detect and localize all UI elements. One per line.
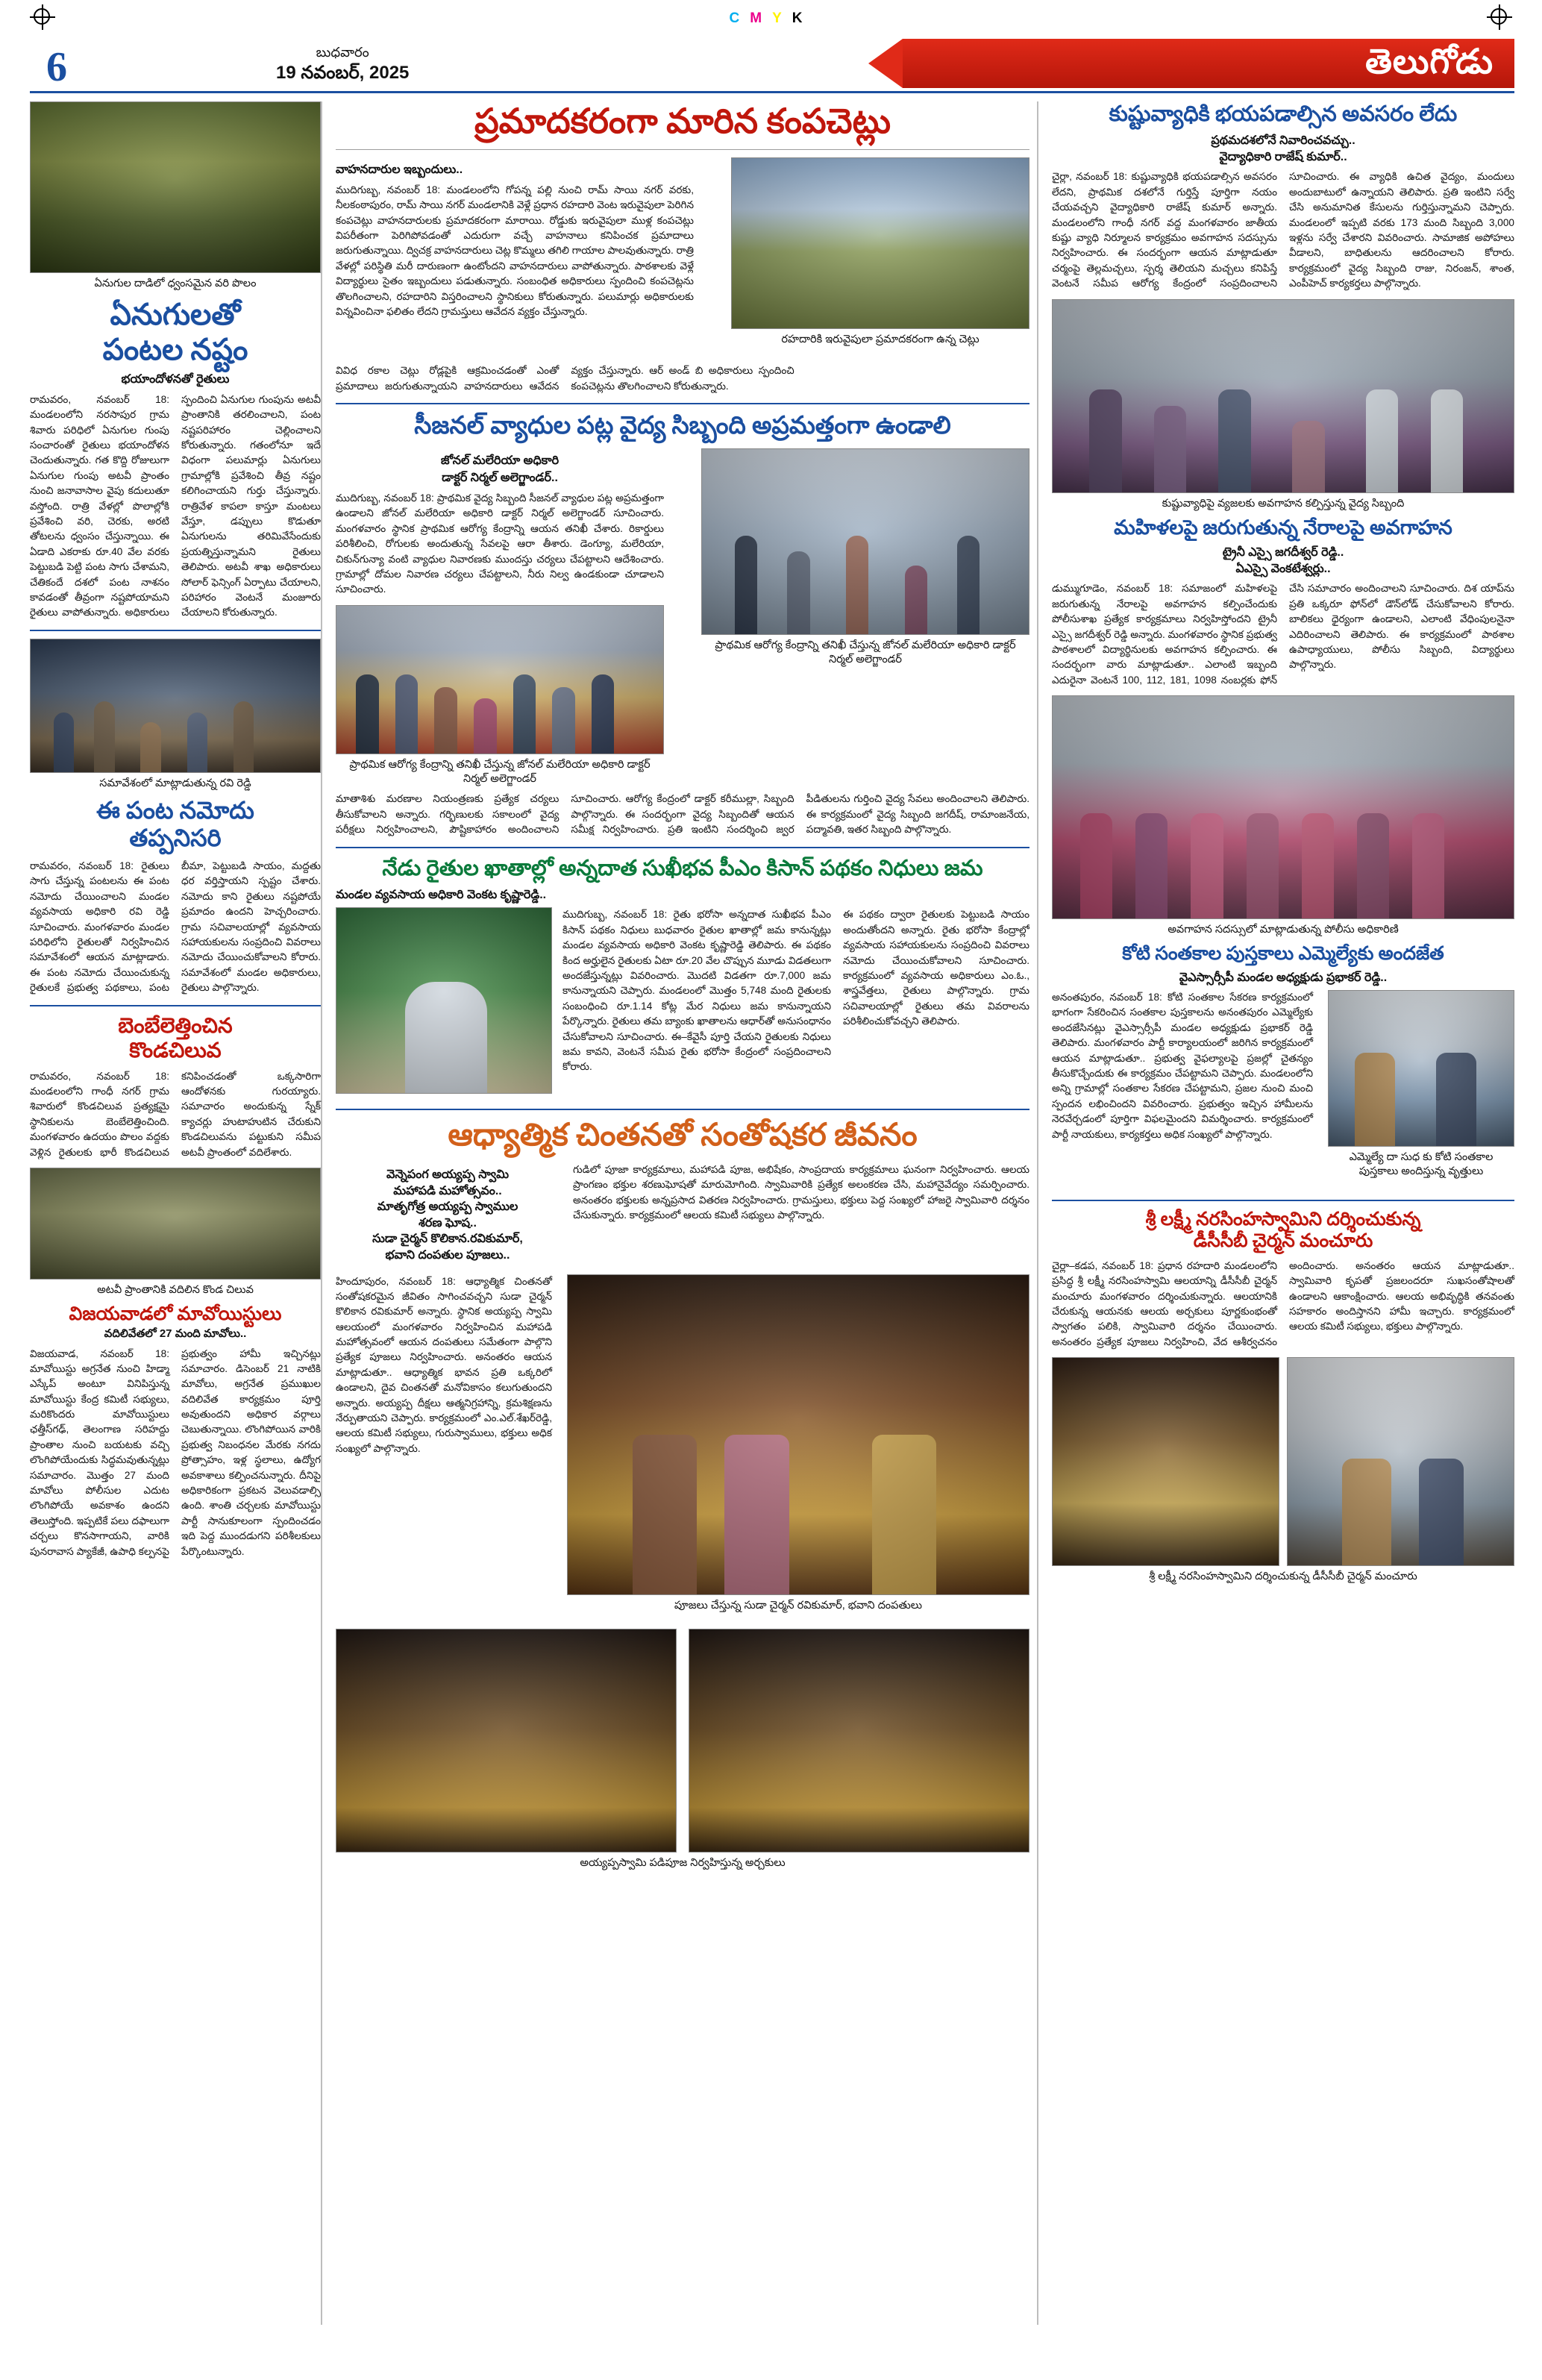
subhead-maoists: వదిలివేతలో 27 మంది మావోలు.. [104,1327,247,1341]
article-body-elephant: రామవరం, నవంబర్ 18: మండలంలోని నరసాపుర గ్రామ శివారు పరిధిలో ఏనుగుల గుంపు సంచారంతో రైతులు భయాందోళన చెందుతున్నారు. గత కొద్ది రోజులుగా ఏనుగుల గుంపు అటవీ ప్రాంతం నుంచి జనావాసాల వైపు కదులుతూ వస్తోంది. రాత్రి వేళల్లో పొలాల్లోకి ప్రవేశించి వరి, చెరకు, అరటి తోటలను ధ్వంసం చేస్తున్నాయి. ఈ ఏడాది ఎకరాకు రూ.40 వేల వరకు పెట్టుబడి పెట్టి పంట సాగు చేశామని, చేతికందే దశలో పంట నాశనం కావడంతో తీవ్రంగా నష్టపోయామని రైతులు వాపోతున్నారు. అధికారులు స్పందించి ఏనుగుల గుంపును అటవీ ప్రాంతానికి తరలించాలని, పంట నష్టపరిహారం చెల్లించాలని కోరుతున్నారు. గతంలోనూ ఇదే విధంగా పలుమార్లు ఏనుగులు గ్రామాల్లోకి ప్రవేశించి తీవ్ర నష్టం కలిగించాయని గుర్తు చేస్తున్నారు. రాత్రివేళ కాపలా కాస్తూ మంటలు వేస్తూ, డప్పులు కొడుతూ ఏనుగులను తరిమివేసేందుకు ప్రయత్నిస్తున్నామని రైతులు తెలిపారు. అటవీ శాఖ అధికారులు సోలార్ ఫెన్సింగ్ ఏర్పాటు చేయాలని, పరిహారం వెంటనే మంజూరు చేయాలని కోరుతున్నారు. [30,393,321,619]
section-divider-6 [1052,1200,1514,1201]
article-body-pm-kisan-cont: ఈ పథకం ద్వారా రైతులకు పెట్టుబడి సాయం అందుతోందని అన్నారు. రైతు భరోసా కేంద్రాల్లో వ్యవసాయ సహాయకులను సంప్రదించి వివరాలు నమోదు చేయించుకోవాలని సూచించారు. కార్యక్రమంలో వ్యవసాయ అధికారులు ఎం.ఓ., శాస్త్రవేత్తలు, రైతులు పాల్గొన్నారు. గ్రామ సచివాలయాల్లో రైతులు తమ వివరాలను పరిశీలించుకోవచ్చని తెలిపారు. [843,909,1029,1027]
article-body-seasonal-cont: మాతాశిశు మరణాల నియంత్రణకు ప్రత్యేక చర్యలు తీసుకోవాలని అన్నారు. గర్భిణులకు సకాలంలో వైద్య పరీక్షలు నిర్వహించాలని, పౌష్టికాహారం అందించాలని సూచించారు. ఆరోగ్య కేంద్రంలో డాక్టర్ కరీముల్లా, సిబ్బంది పాల్గొన్నారు. ఈ సందర్భంగా వైద్య సిబ్బందితో ఆయన సమీక్ష నిర్వహించారు. ప్రతి ఇంటిని సందర్శించి జ్వర పీడితులను గుర్తించి వైద్య సేవలు అందించాలని తెలిపారు. ఈ కార్యక్రమంలో వైద్య సిబ్బంది జగదీష్, రామాంజనేయ, పద్మావతి, ఇతర సిబ్బంది పాల్గొన్నారు. [336,793,1029,836]
subhead-leprosy-l2: వైద్యాధికారి రాజేష్ కుమార్.. [1219,150,1347,163]
cmyk-y: Y [772,10,791,26]
article-body-leprosy: చైర్లా, నవంబర్ 18: కుష్టువ్యాధికి భయపడాల్సిన అవసరం లేదని, ప్రాథమిక దశలోనే గుర్తిస్తే పూర్తిగా నయం చేయవచ్చని వైద్యాధికారి రాజేష్ కుమార్ అన్నారు. మండలంలోని గాంధీ నగర్ వద్ద మంగళవారం జాతీయ కుష్టు వ్యాధి నిర్మూలన కార్యక్రమం అవగాహన సదస్సును నిర్వహించారు. ఈ సందర్భంగా ఆయన మాట్లాడుతూ చర్మంపై తెల్లమచ్చలు, స్పర్శ తెలియని మచ్చలు కనిపిస్తే వెంటనే సమీప ఆరోగ్య కేంద్రంలో సంప్రదించాలని సూచించారు. ఈ వ్యాధికి ఉచిత వైద్యం, మందులు అందుబాటులో ఉన్నాయని తెలిపారు. ప్రతి ఇంటిని సర్వే చేసి అనుమానిత కేసులను గుర్తిస్తున్నామని చెప్పారు. మండలంలో ఇప్పటి వరకు 173 మంది సిబ్బంది 3,000 ఇళ్లను సర్వే చేశారని వివరించారు. సామాజిక అపోహలు వీడాలని, బాధితులను ఆదరించాలని కోరారు. కార్యక్రమంలో వైద్య సిబ్బంది రాజు, నిరంజన్, శాంత, ఎంపీహెచ్ కార్యకర్తలు పాల్గొన్నారు. [1052,171,1514,289]
article-body-signature-books: అనంతపురం, నవంబర్ 18: కోటి సంతకాల సేకరణ కార్యక్రమంలో భాగంగా సేకరించిన సంతకాల పుస్తకాలను అనంతపురం ఎమ్మెల్యేకు అందజేసినట్లు వైఎస్సార్సీపీ మండల అధ్యక్షుడు ప్రభాకర్ రెడ్డి తెలిపారు. మంగళవారం పార్టీ కార్యాలయంలో జరిగిన కార్యక్రమంలో ఆయన మాట్లాడుతూ.. ప్రభుత్వ వైఫల్యాలపై ప్రజల్లో చైతన్యం తీసుకొచ్చేందుకు ఈ కార్యక్రమం చేపట్టామని చెప్పారు. మండలంలోని అన్ని గ్రామాల్లో సంతకాల సేకరణ చేపట్టామని, ప్రజల నుంచి మంచి స్పందన లభించిందని వివరించారు. ప్రభుత్వం ఇచ్చిన హామీలను నెరవేర్చడంలో పూర్తిగా విఫలమైందని విమర్శించారు. కార్యక్రమంలో పార్టీ నాయకులు, కార్యకర్తలు అధిక సంఖ్యలో పాల్గొన్నారు. [1052,992,1313,1140]
photo-padi-puja-2 [689,1629,1029,1853]
page-number: 6 [46,44,67,90]
section-divider-3 [336,403,1029,404]
weekday-label: బుధవారం [316,45,369,60]
photo-books-handover-caption: ఎమ్మెల్యే దా సుధ కు కోటి సంతకాల పుస్తకాలు అందిస్తున్న వృత్తులు [1349,1151,1494,1177]
subhead-zonal-officer-l2: డాక్టర్ నిర్మల్ అలెగ్జాండర్.. [442,472,558,485]
photo-phc-inspection-caption: ప్రాథమిక ఆరోగ్య కేంద్రాన్ని తనిఖీ చేస్తున్న జోనల్ మలేరియా అధికారి డాక్టర్ నిర్మల్ అలెగ్జాండర్ [715,639,1016,666]
subhead-trainee-si: ట్రైనీ ఎస్సై జగదీశ్వర్ రెడ్డి.. [1222,546,1344,560]
photo-chairman-darshan-caption: శ్రీ లక్ష్మీ నరసింహస్వామిని దర్శించుకున్న డీసీసీబీ చైర్మన్ మంచూరు [1149,1571,1417,1583]
photo-awareness-meeting-caption: అవగాహన సదస్సులో మాట్లాడుతున్న పోలీసు అధికారిణి [1168,924,1399,936]
subhead-leprosy-l1: ప్రథమదశలోనే నివారించవచ్చు.. [1211,134,1355,148]
article-body-spiritual: హిందూపురం, నవంబర్ 18: ఆధ్యాత్మిక చింతనతో సంతోషకరమైన జీవితం సాగించవచ్చని సుడా చైర్మన్ కొలికాన రవికుమార్ అన్నారు. స్థానిక అయ్యప్ప స్వామి ఆలయంలో మంగళవారం నిర్వహించిన మహాపడి మహోత్సవంలో ఆయన దంపతులు సమేతంగా పాల్గొని ప్రత్యేక పూజలు నిర్వహించారు. అనంతరం ఆయన మాట్లాడుతూ.. ఆధ్యాత్మిక భావన ప్రతి ఒక్కరిలో ఉండాలని, దైవ చింతనతో మనోవికాసం కలుగుతుందని అన్నారు. అయ్యప్ప దీక్షలు ఆత్మనిగ్రహాన్ని, క్రమశిక్షణను నేర్పుతాయని చెప్పారు. కార్యక్రమంలో ఎం.ఎల్.శేఖర్‌రెడ్డి, ఆలయ కమిటీ సభ్యులు, గురుస్వాములు, భక్తులు అధిక సంఖ్యలో పాల్గొన్నారు. [336,1275,552,1454]
cmyk-m: M [750,10,771,26]
registration-mark-top-left [30,4,55,30]
subhead-spiritual-l4: శరణ ఘోష.. [419,1216,477,1230]
photo-phc-group [336,605,664,754]
subhead-spiritual-l6: భవాని దంపతుల పూజలు.. [385,1248,510,1262]
subhead-ysrcp-president: వైఎస్సార్సీపీ మండల అధ్యక్షుడు ప్రభాకర్ రెడ్డి.. [1179,971,1388,984]
photo-padi-puja-caption: అయ్యప్పస్వామి పడిపూజ నిర్వహిస్తున్న అర్చకులు [580,1857,786,1870]
column-right [1052,101,1514,1590]
brand-banner [903,39,1514,88]
article-body-seasonal: ముదిగుబ్బ, నవంబర్ 18: ప్రాథమిక వైద్య సిబ్బంది సీజనల్ వ్యాధుల పట్ల అప్రమత్తంగా ఉండాలని జోనల్ మలేరియా అధికారి డాక్టర్ నిర్మల్ అలెగ్జాండర్ సూచించారు. మంగళవారం స్థానిక ప్రాథమిక ఆరోగ్య కేంద్రాన్ని ఆయన తనిఖీ చేశారు. రికార్డులు పరిశీలించి, రోగులకు అందుతున్న సేవలపై ఆరా తీశారు. డెంగ్యూ, మలేరియా, చికున్‌గున్యా వంటి వ్యాధుల నివారణకు ముందస్తు చర్యలు చేపట్టాలని ఆదేశించారు. గ్రామాల్లో దోమల నివారణ చర్యలు చేపట్టాలని, నీరు నిల్వ ఉండకుండా చూడాలని సూచించారు. [336,492,664,595]
headline-python-line2: కొండచిలువ [129,1039,222,1062]
column-divider-2 [1037,101,1038,2325]
article-body-narasimha: చైర్లా–కడప, నవంబర్ 18: ప్రధాన రహదారి మండలంలోని ప్రసిద్ధ శ్రీ లక్ష్మీ నరసింహస్వామి ఆలయాన్ని డీసీసీబీ చైర్మన్ మంచూరు మంగళవారం దర్శించుకున్నారు. ఆలయానికి చేరుకున్న ఆయనకు ఆలయ అర్చకులు పూర్ణకుంభంతో స్వాగతం పలికి, స్వామివారి దర్శనం చేయించారు. అనంతరం ప్రత్యేక పూజలు నిర్వహించి, వేద ఆశీర్వచనం అందించారు. అనంతరం ఆయన మాట్లాడుతూ.. స్వామివారి కృపతో ప్రజలందరూ సుఖసంతోషాలతో ఉండాలని ఆకాంక్షించారు. ఆలయ అభివృద్ధికి తనవంతు సహకారం అందిస్తానని హామీ ఇచ్చారు. కార్యక్రమంలో ఆలయ కమిటీ సభ్యులు, భక్తులు పాల్గొన్నారు. [1052,1259,1514,1347]
photo-deity [1052,1357,1279,1566]
cmyk-c: C [729,10,749,26]
headline-crop-registration-line1: ఈ పంట నమోదు [96,796,254,824]
cmyk-color-bar [730,10,813,27]
masthead [30,39,1514,91]
cmyk-k: K [792,10,812,26]
headline-narasimha-temple-l1: శ్రీ లక్ష్మీ నరసింహస్వామిని దర్శించుకున్న [1145,1209,1421,1230]
registration-mark-top-right [1487,4,1512,30]
photo-road-bushes-caption: రహదారికి ఇరువైపులా ప్రమాదకరంగా ఉన్న చెట్లు [781,333,980,346]
article-body-maoists: విజయవాడ, నవంబర్ 18: మావోయిస్టు అగ్రనేత నుంచి హిడ్మా ఎస్కేప్ అంటూ వినిపిస్తున్న మావోయిస్టు కేంద్ర కమిటీ సభ్యులు, మరికొందరు మావోయిస్టులు ఛత్తీస్‌గఢ్, తెలంగాణ సరిహద్దు ప్రాంతాల నుంచి బయటకు వచ్చి లొంగిపోయేందుకు సిద్ధమవుతున్నట్లు సమాచారం. మొత్తం 27 మంది మావోలు పోలీసుల ఎదుట లొంగిపోయే అవకాశం ఉందని తెలుస్తోంది. ఇప్పటికే పలు దఫాలుగా చర్చలు కొనసాగాయని, వారికి పునరావాస ప్యాకేజీ, ఉపాధి కల్పనపై ప్రభుత్వం హామీ ఇచ్చినట్లు సమాచారం. డిసెంబర్ 21 నాటికి మావోలు, అగ్రనేత ప్రముఖుల వదిలివేత కార్యక్రమం పూర్తి అవుతుందని అధికార వర్గాలు చెబుతున్నాయి. లొంగిపోయిన వారికి ప్రభుత్వ నిబంధనల మేరకు నగదు ప్రోత్సాహం, ఇళ్ల స్థలాలు, ఉద్యోగ అవకాశాలు కల్పించనున్నారు. దీనిపై అధికారికంగా ప్రకటన వెలువడాల్సి ఉంది. శాంతి చర్చలకు మావోయిస్టు పార్టీ సానుకూలంగా స్పందించడం ఇది పెద్ద ముందడుగని పరిశీలకులు పేర్కొంటున్నారు. [30,1347,321,1557]
photo-books-handover [1328,990,1514,1147]
photo-elephant-damage [30,101,321,273]
headline-maoists-line1: విజయవాడలో మావోయిస్టులు [69,1303,282,1324]
headline-seasonal-diseases: సీజనల్ వ్యాధుల పట్ల వైద్య సిబ్బంది అప్రమత్తంగా ఉండాలి [414,412,951,439]
section-divider [30,630,321,631]
subhead-spiritual-l3: మాతృగోత్ర అయ్యప్ప స్వాముల [377,1200,518,1214]
photo-phc-inspection-wrap [701,448,1029,673]
article-body-pm-kisan: ముదిగుబ్బ, నవంబర్ 18: రైతు భరోసా అన్నదాత సుఖీభవ పీఎం కిసాన్ పథకం నిధులు బుధవారం రైతుల ఖాతాల్లో జమ కానున్నట్లు మండల వ్యవసాయ అధికారి వెంకట కృష్ణారెడ్డి తెలిపారు. ఈ పథకం కింద అర్హులైన రైతులకు ఏటా రూ.20 వేల చొప్పున మూడు విడతలుగా అందజేస్తున్నట్లు వివరించారు. మొదటి విడతగా రూ.7,000 జమ కానున్నాయని చెప్పారు. మండలంలో మొత్తం 5,748 మంది రైతులకు సంబంధించి రూ.1.14 కోట్ల మేర నిధులు జమ కానున్నాయని పేర్కొన్నారు. రైతులు తమ బ్యాంకు ఖాతాలను ఆధార్‌తో అనుసంధానం చేసుకోవాలని సూచించారు. ఈ–కేవైసీ పూర్తి చేయని రైతులకు నిధులు జమ కావని, వెంటనే సమీప రైతు భరోసా కేంద్రంలో సంప్రదించాలని కోరారు. [562,909,831,1073]
photo-leprosy-awareness-caption: కుష్టువ్యాధిపై వ్యజలకు అవగాహన కల్పిస్తున్న వైద్య సిబ్బంది [1162,497,1405,510]
subhead-agri-officer: మండల వ్యవసాయ అధికారి వెంకట కృష్ణారెడ్డి.. [336,888,547,901]
photo-road-bushes [731,157,1029,329]
photo-padi-puja-1 [336,1629,677,1853]
photo-phc-inspection [701,448,1029,635]
subhead-spiritual-l2: మహాపడి మహోత్సవం.. [393,1184,502,1197]
headline-crop-registration-line2: తప్పనిసరి [129,824,222,852]
subhead-vehicle-trouble: వాహనదారుల ఇబ్బందులు.. [336,163,463,177]
section-divider-5 [336,1109,1029,1110]
photo-awareness-meeting [1052,695,1514,919]
subhead-spiritual-block [336,1162,560,1268]
photo-meeting-ravi-reddy [30,639,321,773]
article-body-bushes-cont: వివిధ రకాల చెట్లు రోడ్లపైకి ఆక్రమించడంతో ఎంతో ప్రమాదాలు జరుగుతున్నాయని వాహనదారులు ఆవేదన వ్యక్తం చేస్తున్నారు. ఆర్ అండ్ బి అధికారులు స్పందించి కంపచెట్లను తొలగించాలని కోరుతున్నారు. [336,365,794,392]
article-body-bushes: ముదిగుబ్బ, నవంబర్ 18: మండలంలోని గోపన్న పల్లి నుంచి రామ్ సాయి నగర్ వరకు, నీలకంఠాపురం, రామ్ సాయి నగర్ మండలానికి వెళ్లే ప్రధాన రహదారి వెంట ఇరువైపులా పెరిగిన కంపచెట్లు వాహనదారులకు ప్రమాదకరంగా మారాయి. రోడ్డుకు ఇరువైపులా ముళ్ల కంపచెట్లు విపరీతంగా పెరిగిపోవడంతో ఎదురుగా వచ్చే వాహనాలు కనిపించక ప్రమాదాలు జరుగుతున్నాయి. ద్విచక్ర వాహనదారులు చెట్ల కొమ్మలు తగిలి గాయాల పాలవుతున్నారు. రాత్రి వేళల్లో పరిస్థితి మరీ దారుణంగా ఉంటోందని వాహనదారులు వాపోతున్నారు. పాఠశాలకు వెళ్లే విద్యార్థులు సైతం ఇబ్బందులు పడుతున్నారు. సంబంధిత అధికారులు స్పందించి కంపచెట్లను తొలగించాలని, రహదారిని విస్తరించాలని స్థానికులు కోరుతున్నారు. పలుమార్లు అధికారులకు విన్నవించినా ఫలితం లేదని గ్రామస్తులు ఆవేదన వ్యక్తం చేస్తున్నారు. [336,184,694,317]
column-center [336,101,1029,1876]
photo-agri-officer [336,907,552,1094]
headline-python-line1: బెంబేలెత్తించిన [118,1014,233,1038]
photo-books-handover-wrap [1328,990,1514,1185]
headline-narasimha-temple-l2: డీసీసీబీ చైర్మన్ మంచూరు [1193,1231,1373,1252]
masthead-rule [30,91,1514,93]
headline-elephant-crop-loss-line2: పంటల నష్టం [102,333,248,367]
photo-puja-couple-caption: పూజలు చేస్తున్న సుడా చైర్మన్ రవికుమార్, భవాని దంపతులు [674,1599,923,1612]
photo-elephant-damage-caption: ఏనుగుల దాడిలో ధ్వంసమైన వరి పొలం [94,278,257,289]
subhead-zonal-officer-l1: జోనల్ మలేరియా అధికారి [440,454,560,467]
section-divider-2 [30,1005,321,1006]
divider-under-headline [336,149,1029,150]
headline-women-crimes: మహిళలపై జరుగుతున్న నేరాలపై అవగాహన [1114,516,1452,539]
photo-python-caption: అటవీ ప్రాంతానికి వదిలిన కొండ చిలువ [97,1283,254,1296]
subhead-spiritual-l1: వెన్నెపంగ అయ్యప్ప స్వామి [386,1168,509,1181]
photo-leprosy-awareness [1052,299,1514,493]
photo-puja-wrap [567,1274,1029,1619]
section-divider-4 [336,847,1029,848]
column-left [30,101,321,1559]
subhead-farmers-fear: భయాందోళనతో రైతులు [121,373,230,386]
column-divider-1 [321,101,322,2325]
photo-phc-group-caption: ప్రాథమిక ఆరోగ్య కేంద్రాన్ని తనిఖీ చేస్తున్న జోనల్ మలేరియా అధికారి డాక్టర్ నిర్మల్ అలెగ్జాండర్ [349,758,651,785]
photo-agri-officer-wrap [336,907,552,1094]
date-label: 19 నవంబర్, 2025 [276,63,410,84]
article-body-python: రామవరం, నవంబర్ 18: మండలంలోని గాంధీ నగర్ గ్రామ శివారులో కొండచిలువ ప్రత్యక్షమై స్థానికులను బెంబేలెత్తించింది. మంగళవారం ఉదయం పొలం వద్దకు వెళ్లిన రైతులకు భారీ కొండచిలువ కనిపించడంతో ఒక్కసారిగా ఆందోళనకు గురయ్యారు. సమాచారం అందుకున్న స్నేక్ క్యాచర్లు హుటాహుటిన చేరుకుని కొండచిలువను పట్టుకుని సమీప అటవీ ప్రాంతంలో వదిలేశారు. [30,1070,321,1158]
subhead-asi: ఏఎస్సై వెంకటేశ్వర్లు.. [1235,562,1331,575]
article-body-spiritual-right: గుడిలో పూజా కార్యక్రమాలు, మహాపడి పూజ, అభిషేకం, సాంప్రదాయ కార్యక్రమాలు ఘనంగా నిర్వహించారు. ఆలయ ప్రాంగణం భక్తుల శరణుఘోషతో మారుమోగింది. స్వామివారికి ప్రత్యేక అలంకరణ చేసి, మహానైవేద్యం సమర్పించారు. అనంతరం భక్తులకు అన్నప్రసాద వితరణ నిర్వహించారు. గ్రామస్తులు, భక్తులు పెద్ద సంఖ్యలో హాజరై స్వామివారి దర్శనం చేసుకున్నారు. కార్యక్రమంలో ఆలయ కమిటీ సభ్యులు పాల్గొన్నారు. [573,1163,1029,1221]
headline-pm-kisan: నేడు రైతుల ఖాతాల్లో అన్నదాత సుఖీభవ పీఎం కిసాన్ పథకం నిధులు జమ [382,856,983,880]
photo-puja-couple [567,1274,1029,1595]
photo-chairman-darshan [1287,1357,1514,1566]
headline-dangerous-bushes: ప్రమాదకరంగా మారిన కంపచెట్లు [474,102,891,140]
headline-elephant-crop-loss-line1: ఏనుగులతో [110,297,241,331]
date-block [276,43,409,86]
photo-python-released [30,1168,321,1280]
article-body-crop-registration: రామవరం, నవంబర్ 18: రైతులు సాగు చేస్తున్న పంటలను ఈ పంట నమోదు చేయించాలని మండల వ్యవసాయ అధికారి రవి రెడ్డి సూచించారు. మంగళవారం మండల పరిధిలోని రైతులతో నిర్వహించిన సమావేశంలో ఆయన మాట్లాడారు. ఈ పంట నమోదు చేయించుకున్న రైతులకే ప్రభుత్వ పథకాలు, పంట బీమా, పెట్టుబడి సాయం, మద్దతు ధర వర్తిస్తాయని స్పష్టం చేశారు. నమోదు కాని రైతులు నష్టపోయే ప్రమాదం ఉందని హెచ్చరించారు. గ్రామ సచివాలయాల్లో వ్యవసాయ సహాయకులను సంప్రదించి వివరాలు నమోదు చేయించుకోవాలని కోరారు. సమావేశంలో మండల అధికారులు, రైతులు పాల్గొన్నారు. [30,860,321,994]
photo-road-bushes-wrap [731,157,1029,353]
headline-spiritual-life: ఆధ్యాత్మిక చింతనతో సంతోషకర జీవనం [448,1118,918,1153]
headline-signature-books: కోటి సంతకాల పుస్తకాలు ఎమ్మెల్యేకు అందజేత [1122,944,1444,964]
photo-meeting-caption: సమావేశంలో మాట్లాడుతున్న రవి రెడ్డి [99,777,251,789]
headline-leprosy: కుష్టువ్యాధికి భయపడాల్సిన అవసరం లేదు [1109,102,1458,126]
brand-name: తెలుగోడు [1365,43,1494,81]
subhead-spiritual-l5: సుడా చైర్మన్ కొలికాన.రవికుమార్, [372,1233,523,1246]
article-body-women-crimes: డుమ్ముగూడెం, నవంబర్ 18: సమాజంలో మహిళలపై జరుగుతున్న నేరాలపై అవగాహన కల్పించేందుకు పోలీసుశాఖ ప్రత్యేక కార్యక్రమాలు నిర్వహిస్తోందని ట్రైనీ ఎస్సై జగదీశ్వర్ రెడ్డి అన్నారు. మంగళవారం స్థానిక ప్రభుత్వ పాఠశాలలో విద్యార్థినులకు అవగాహన కల్పించారు. ఈ సందర్భంగా వారు మాట్లాడుతూ.. ఎలాంటి ఇబ్బంది ఎదురైనా వెంటనే 100, 112, 181, 1098 నంబర్లకు ఫోన్ చేసి సమాచారం అందించాలని సూచించారు. దిశ యాప్‌ను ప్రతి ఒక్కరూ ఫోన్‌లో డౌన్‌లోడ్ చేసుకోవాలని కోరారు. బాలికలు ధైర్యంగా ఉండాలని, ఎలాంటి వేధింపులనైనా ఎదిరించాలని తెలిపారు. ఈ కార్యక్రమంలో పాఠశాల ఉపాధ్యాయులు, పోలీసు సిబ్బంది, విద్యార్థులు పాల్గొన్నారు. [1052,583,1514,686]
